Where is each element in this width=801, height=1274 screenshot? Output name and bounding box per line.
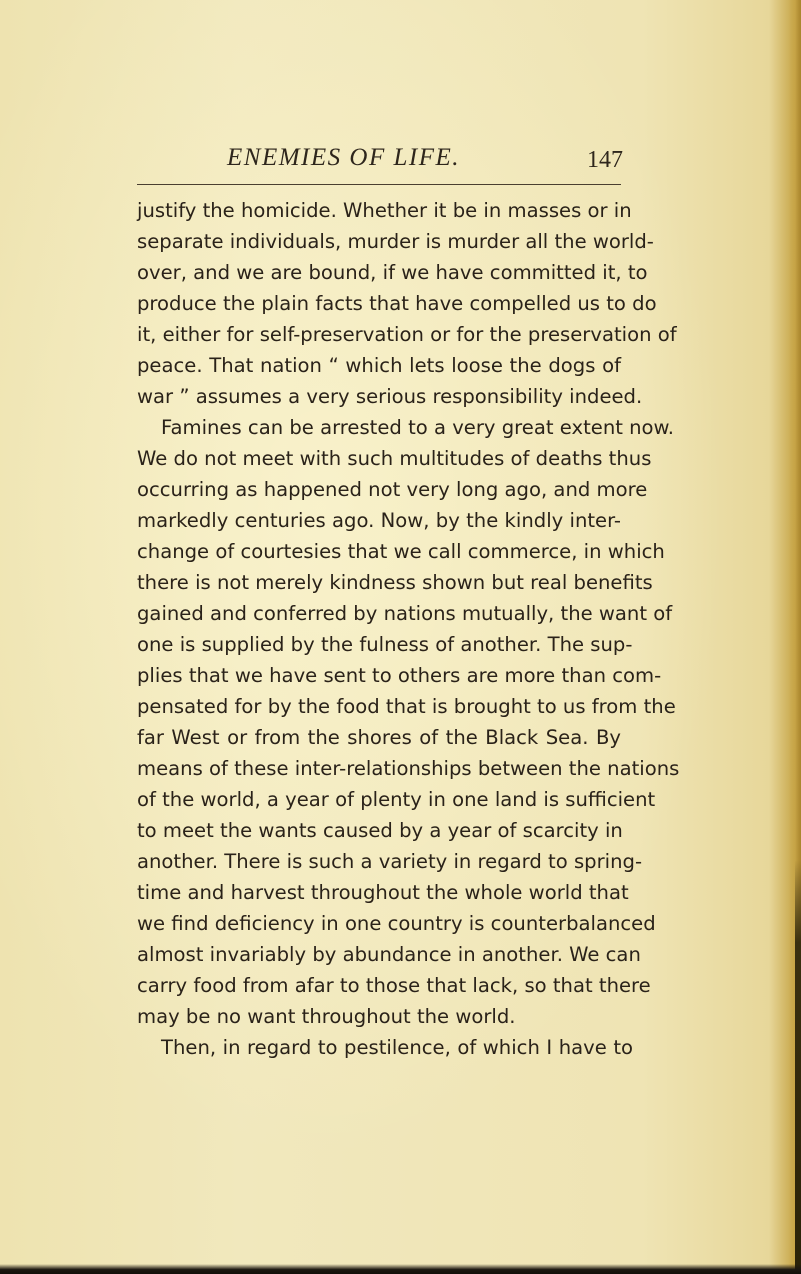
running-title: ENEMIES OF LIFE.: [227, 144, 460, 171]
text-line: war ” assumes a very serious responsibility indeed.: [137, 385, 643, 408]
text-line: to meet the wants caused by a year of scarcity in: [137, 819, 623, 842]
text-line: change of courtesies that we call commerce, in which: [137, 540, 665, 563]
text-line: gained and conferred by nations mutually, the want of: [137, 602, 673, 625]
text-line: we find deficiency in one country is counterbalanced: [137, 912, 656, 935]
page-number: 147: [587, 147, 623, 173]
text-line: occurring as happened not very long ago, and more: [137, 478, 648, 501]
text-line: justify the homicide. Whether it be in masses or in: [137, 199, 632, 222]
text-line: over, and we are bound, if we have committed it, to: [137, 261, 648, 284]
text-line: Then, in regard to pestilence, of which I have to: [161, 1036, 633, 1059]
text-line: far West or from the shores of the Black Sea. By: [137, 726, 621, 749]
text-line: We do not meet with such multitudes of deaths thus: [137, 447, 652, 470]
body-text: [137, 195, 680, 1063]
text-line: peace. That nation “ which lets loose the dogs of: [137, 354, 621, 377]
text-line: produce the plain facts that have compelled us to do: [137, 292, 657, 315]
text-line: may be no want throughout the world.: [137, 1005, 516, 1028]
text-line: plies that we have sent to others are more than com-: [137, 664, 662, 687]
text-line: carry food from afar to those that lack, so that there: [137, 974, 651, 997]
text-line: separate individuals, murder is murder all the world-: [137, 230, 654, 253]
text-line: another. There is such a variety in regard to spring-: [137, 850, 643, 873]
text-line: it, either for self-preservation or for the preservation of: [137, 323, 677, 346]
text-line: one is supplied by the fulness of another. The sup-: [137, 633, 633, 656]
text-line: time and harvest throughout the whole world that: [137, 881, 629, 904]
text-line: almost invariably by abundance in another. We can: [137, 943, 641, 966]
text-line: Famines can be arrested to a very great extent now.: [161, 416, 675, 439]
text-line: of the world, a year of plenty in one land is sufficient: [137, 788, 656, 811]
page-header: [137, 144, 623, 180]
header-rule: [137, 184, 621, 185]
text-line: there is not merely kindness shown but real benefits: [137, 571, 653, 594]
text-line: pensated for by the food that is brought to us from the: [137, 695, 676, 718]
text-line: means of these inter-relationships between the nations: [137, 757, 680, 780]
text-line: markedly centuries ago. Now, by the kindly inter-: [137, 509, 621, 532]
bottom-edge-shadow: [0, 1264, 801, 1274]
binding-edge: [795, 860, 801, 1274]
